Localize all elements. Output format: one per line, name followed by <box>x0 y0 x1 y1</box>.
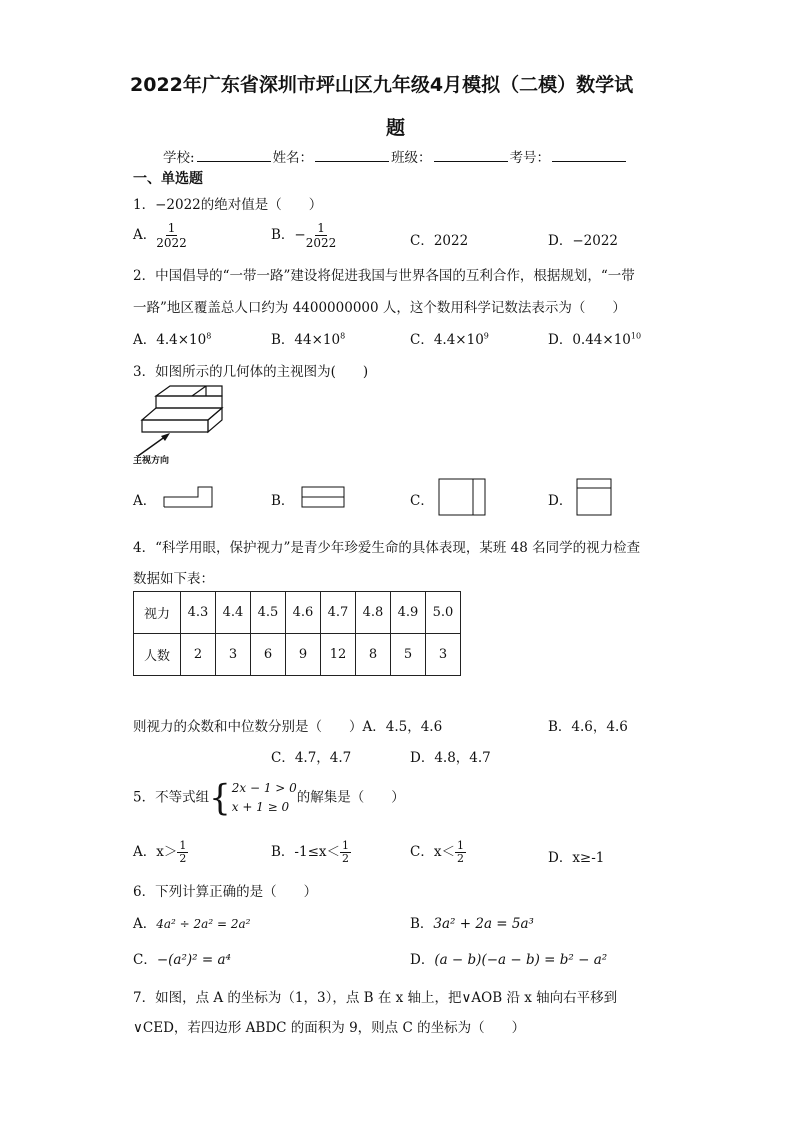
table-cell: 4.6 <box>286 592 321 634</box>
table-cell: 4.4 <box>216 592 251 634</box>
vision-table <box>133 591 461 676</box>
q5-option-c: C．x＜ $\frac{1}{2}$ <box>410 839 464 865</box>
q3-option-c-label: C． <box>410 493 434 509</box>
table-cell: 5 <box>391 634 426 676</box>
q1-option-a: A． $\frac{1}{2022}$ <box>133 221 187 250</box>
table-cell: 4.3 <box>181 592 216 634</box>
q1-option-d: D．−2022 <box>548 233 618 249</box>
q3-option-d-shape <box>576 478 612 516</box>
q6-option-b: B．3a² + 2a = 5a³ <box>410 916 534 932</box>
q5-option-d: D．x≥-1 <box>548 850 605 866</box>
q2-stem-line2: 一路”地区覆盖总人口约为 4400000000 人，这个数用科学记数法表示为（ ） <box>133 300 626 316</box>
q1-option-b: B．− $\frac{1}{2022}$ <box>271 221 337 250</box>
q3-option-d-label: D． <box>548 493 573 509</box>
q2-option-a: A．$4.4\times 10^8$ <box>133 331 212 348</box>
q4-option-d: D．4.8，4.7 <box>410 750 491 766</box>
table-row <box>134 592 461 634</box>
table-cell: 8 <box>356 634 391 676</box>
q4-option-a: A．4.5，4.6 <box>362 719 443 735</box>
q2-option-b: B．$44\times 10^8$ <box>271 331 346 348</box>
q6-option-a: A．4a² ÷ 2a² = 2a² <box>133 916 251 932</box>
q2-option-c: C．$4.4\times 10^9$ <box>410 331 489 348</box>
q4-option-c: C．4.7，4.7 <box>271 750 352 766</box>
view-direction-label: 主视方向 <box>133 456 170 466</box>
exam-no-label: 考号： <box>509 150 551 166</box>
q5-option-b: B．-1≤x＜ $\frac{1}{2}$ <box>271 839 349 865</box>
table-cell: 4.7 <box>321 592 356 634</box>
q7-stem-line2: ∨CED，若四边形 ABDC 的面积为 9，则点 C 的坐标为（ ） <box>133 1020 526 1036</box>
q5-option-a: A．x＞ $\frac{1}{2}$ <box>133 839 187 865</box>
q4-stem-line2: 数据如下表： <box>133 571 214 587</box>
q4-option-b: B．4.6，4.6 <box>548 719 628 735</box>
q2-stem-line1: 2．中国倡导的“一带一路”建设将促进我国与世界各国的互利合作，根据规划，“一带 <box>133 268 635 284</box>
q3-option-c-shape <box>438 478 486 516</box>
school-label: 学校: <box>163 150 195 166</box>
q6-stem: 6．下列计算正确的是（ ） <box>133 884 318 900</box>
name-blank[interactable] <box>315 149 389 162</box>
q3-stem: 3．如图所示的几何体的主视图为( ) <box>133 364 369 380</box>
table-row <box>134 634 461 676</box>
q6-option-d: D．(a − b)(−a − b) = b² − a² <box>410 952 608 968</box>
table-cell: 4.5 <box>251 592 286 634</box>
q1-option-c: C．2022 <box>410 233 469 249</box>
q3-option-a-label: A． <box>133 493 157 509</box>
q6-option-c: C．−(a²)² = a⁴ <box>133 952 231 968</box>
q5-inequality-2: x + 1 ≥ 0 <box>231 800 290 814</box>
q3-option-b-label: B． <box>271 493 295 509</box>
q5-inequality-1: 2x − 1 > 0 <box>231 781 297 795</box>
table-cell: 2 <box>181 634 216 676</box>
table-cell: 6 <box>251 634 286 676</box>
school-blank[interactable] <box>197 149 271 162</box>
q3-option-b-shape <box>301 486 345 508</box>
q3-option-a-shape <box>163 486 213 508</box>
table-header-vision: 视力 <box>134 592 181 634</box>
table-cell: 3 <box>216 634 251 676</box>
q4-question: 则视力的众数和中位数分别是（ ）A．4.5，4.6 <box>133 719 443 735</box>
q7-stem-line1: 7．如图，点 A 的坐标为（1，3），点 B 在 x 轴上，把∨AOB 沿 x 轴向右平移到 <box>133 990 618 1006</box>
page-title: 2022年广东省深圳市坪山区九年级4月模拟（二模）数学试 <box>130 74 634 96</box>
q4-stem-line1: 4．“科学用眼，保护视力”是青少年珍爱生命的具体表现，某班 48 名同学的视力检查 <box>133 540 641 556</box>
student-info-line <box>163 146 628 166</box>
table-cell: 5.0 <box>426 592 461 634</box>
page-title-continued: 题 <box>386 117 406 139</box>
table-cell: 3 <box>426 634 461 676</box>
class-label: 班级： <box>391 150 432 166</box>
q1-stem: 1．−2022的绝对值是（ ） <box>133 197 323 213</box>
q2-option-d: D．$0.44\times 10^{10}$ <box>548 331 642 348</box>
q5-stem: 5．不等式组{ 2x − 1 > 0 x + 1 ≥ 0 的解集是（ ） <box>133 777 405 819</box>
exam-no-blank[interactable] <box>552 149 626 162</box>
name-label: 姓名： <box>272 150 314 166</box>
table-cell: 4.9 <box>391 592 426 634</box>
section-heading: 一、单选题 <box>133 171 203 187</box>
table-cell: 9 <box>286 634 321 676</box>
table-cell: 12 <box>321 634 356 676</box>
table-cell: 4.8 <box>356 592 391 634</box>
class-blank[interactable] <box>434 149 508 162</box>
table-header-count: 人数 <box>134 634 181 676</box>
